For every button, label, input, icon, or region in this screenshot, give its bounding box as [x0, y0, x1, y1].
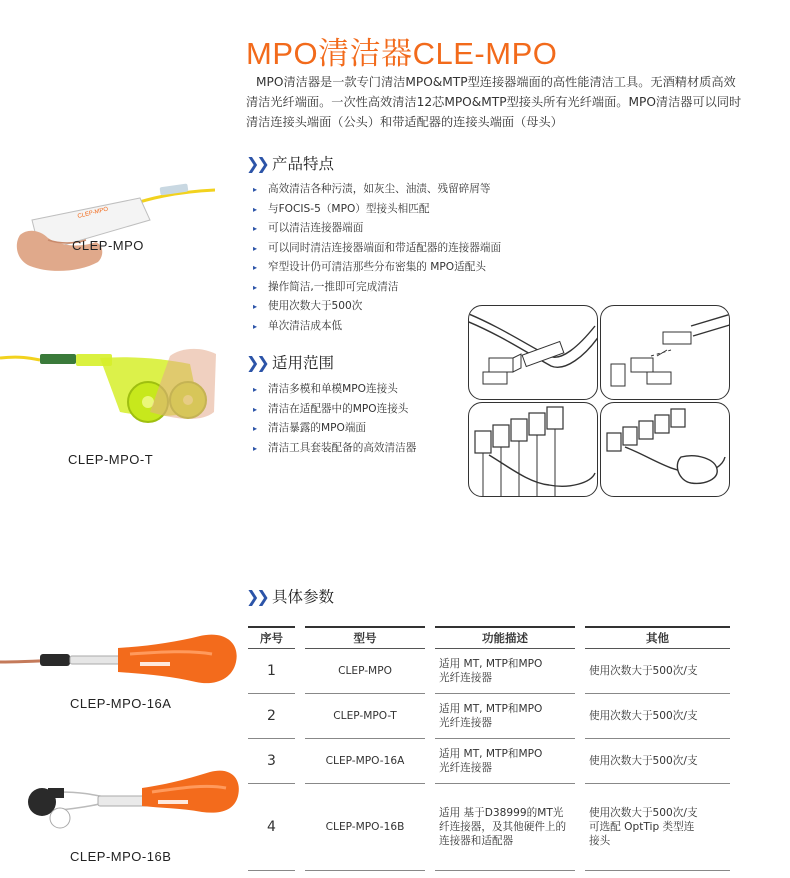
table-row: 1 CLEP-MPO 适用 MT, MTP和MPO 光纤连接器 使用次数大于500次/支: [248, 649, 730, 694]
triangle-bullet-icon: ▸: [253, 282, 258, 292]
list-item: ▸ 清洁在适配器中的MPO连接头: [253, 400, 416, 420]
triangle-bullet-icon: ▸: [253, 321, 258, 331]
specs-heading: [246, 585, 334, 607]
list-item: ▸ 可以清洁连接器端面: [253, 219, 501, 239]
specs-heading-label: 具体参数: [272, 588, 335, 606]
cleaner-clep-mpo-16a-image: [0, 628, 240, 690]
column-header: 序号: [248, 627, 300, 649]
applications-heading-label: 适用范围: [272, 354, 335, 372]
diagram-panel: [600, 305, 730, 400]
column-header: 其他: [580, 627, 730, 649]
triangle-bullet-icon: ▸: [253, 424, 258, 433]
diagram-panel: [468, 402, 598, 497]
triangle-bullet-icon: ▸: [253, 404, 258, 414]
list-item: ▸ 使用次数大于500次: [253, 297, 501, 317]
list-item: ▸ 清洁工具套装配备的高效清洁器: [253, 439, 416, 459]
list-item: ▸ 单次清洁成本低: [253, 317, 501, 337]
cleaner-clep-mpo-16b-image: [20, 762, 242, 842]
cleaner-clep-mpo-t-image: [0, 342, 218, 430]
product-caption: CLEP-MPO-T: [68, 452, 154, 467]
list-item: ▸ 操作简洁,一推即可完成清洁: [253, 278, 501, 298]
triangle-bullet-icon: ▸: [253, 302, 258, 311]
double-chevron-right-icon: ❯❯: [246, 352, 267, 372]
adapter-connector-diagram: [601, 306, 729, 399]
column-header: 型号: [300, 627, 430, 649]
triangle-bullet-icon: ▸: [253, 185, 258, 194]
list-item: ▸ 与FOCIS-5（MPO）型接头相匹配: [253, 200, 501, 220]
diagram-panel: [600, 402, 730, 497]
mpo-connector-diagram: [469, 306, 597, 399]
adapter-panel-diagram: [469, 403, 597, 496]
table-row: 3 CLEP-MPO-16A 适用 MT, MTP和MPO 光纤连接器 使用次数大于500次/支: [248, 739, 730, 784]
list-item: ▸ 清洁多模和单模MPO连接头: [253, 380, 416, 400]
svg-text:CLEP-MPO: CLEP-MPO: [77, 206, 109, 220]
triangle-bullet-icon: ▸: [253, 385, 258, 394]
applications-list: [253, 380, 416, 458]
triangle-bullet-icon: ▸: [253, 204, 258, 214]
diagram-panel: [468, 305, 598, 400]
table-row: 4 CLEP-MPO-16B 适用 基于D38999的MT光 纤连接器，及其他硬件上的 连接器和适配器 使用次数大于500次/支 可选配 OptTip 类型连 接头: [248, 784, 730, 871]
double-chevron-right-icon: ❯❯: [246, 586, 267, 606]
product-caption: CLEP-MPO-16B: [70, 849, 172, 864]
cleaning-adapter-diagram: [601, 403, 729, 496]
triangle-bullet-icon: ▸: [253, 224, 258, 233]
table-header-row: [248, 627, 730, 649]
page-title: MPO清洁器CLE-MPO: [246, 36, 558, 71]
triangle-bullet-icon: ▸: [253, 243, 258, 253]
product-caption: CLEP-MPO: [72, 238, 144, 253]
applications-heading: [246, 351, 334, 373]
product-caption: CLEP-MPO-16A: [70, 696, 172, 711]
features-heading-label: 产品特点: [272, 155, 335, 173]
list-item: ▸ 可以同时清洁连接器端面和带适配器的连接器端面: [253, 239, 501, 259]
triangle-bullet-icon: ▸: [253, 443, 258, 453]
specs-table: [248, 626, 730, 871]
column-header: 功能描述: [430, 627, 580, 649]
table-row: 2 CLEP-MPO-T 适用 MT, MTP和MPO 光纤连接器 使用次数大于500次/支: [248, 694, 730, 739]
triangle-bullet-icon: ▸: [253, 263, 258, 272]
features-list: [253, 180, 501, 336]
double-chevron-right-icon: ❯❯: [246, 153, 267, 173]
list-item: ▸ 窄型设计仍可清洁那些分布密集的 MPO适配头: [253, 258, 501, 278]
cleaner-clep-mpo-image: [0, 180, 215, 280]
intro-paragraph: MPO清洁器是一款专门清洁MPO&MTP型连接器端面的高性能清洁工具。无酒精材质高效清洁光纤端面。一次性高效清洁12芯MPO&MTP型接头所有光纤端面。MPO清洁器可以同时清洁连接头端面（公头）和带适配器的连接头端面（母头）: [246, 75, 742, 129]
list-item: ▸ 高效清洁各种污渍，如灰尘、油渍、残留碎屑等: [253, 180, 501, 200]
list-item: ▸ 清洁暴露的MPO端面: [253, 419, 416, 439]
features-heading: [246, 152, 334, 174]
